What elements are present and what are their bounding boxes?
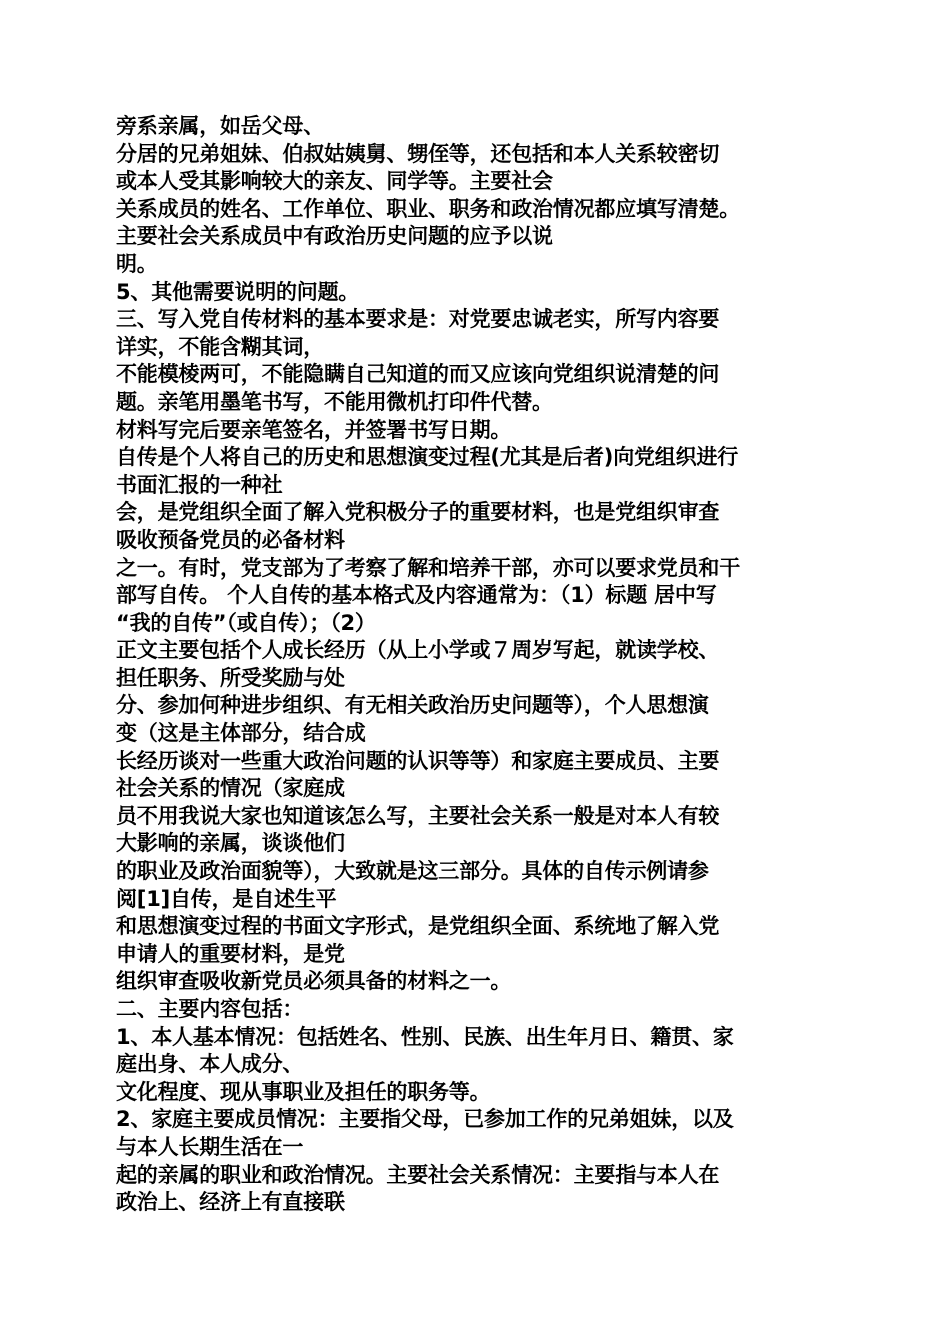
text-line: 材料写完后要亲笔签名，并签署书写日期。 [116,417,512,442]
text-line: 旁系亲属，如岳父母、 [116,114,324,138]
text-line: 或本人受其影响较大的亲友、同学等。主要社会 [116,169,553,194]
text-line: 自传是个人将自己的历史和思想演变过程(尤其是后者)向党组织进行 [116,445,738,470]
text-line: 之一。有时，党支部为了考察了解和培养干部，亦可以要求党员和干 [116,555,740,580]
text-line: 关系成员的姓名、工作单位、职业、职务和政治情况都应填写清楚。 [116,196,740,221]
text-line: 明。 [116,251,158,276]
text-line: 1、本人基本情况：包括姓名、性别、民族、出生年月日、籍贯、家 [116,1024,734,1049]
text-line: 和思想演变过程的书面文字形式，是党组织全面、系统地了解入党 [116,914,720,939]
text-line: 文化程度、现从事职业及担任的职务等。 [116,1079,491,1104]
text-line: 社会关系的情况（家庭成 [116,776,345,801]
text-line: 主要社会关系成员中有政治历史问题的应予以说 [116,224,553,249]
text-line: 分居的兄弟姐妹、伯叔姑姨舅、甥侄等，还包括和本人关系较密切 [116,141,720,166]
text-line: 申请人的重要材料，是党 [116,941,345,966]
text-line: “我的自传”（或自传）；（2） [116,610,376,635]
text-line: 庭出身、本人成分、 [116,1052,304,1077]
text-line: 起的亲属的职业和政治情况。主要社会关系情况：主要指与本人在 [116,1162,720,1187]
document-body [116,113,846,1217]
text-line: 担任职务、所受奖励与处 [116,665,345,690]
text-line: 部写自传。 个人自传的基本格式及内容通常为：（1）标题 居中写 [116,583,717,608]
text-line: 详实，不能含糊其词， [116,334,324,359]
text-line: 5、其他需要说明的问题。 [116,279,360,304]
text-line: 题。亲笔用墨笔书写，不能用微机打印件代替。 [116,389,553,414]
text-line: 长经历谈对一些重大政治问题的认识等等）和家庭主要成员、主要 [116,748,720,773]
text-line: 组织审查吸收新党员必须具备的材料之一。 [116,969,512,994]
text-line: 正文主要包括个人成长经历（从上小学或７周岁写起，就读学校、 [116,638,720,663]
text-line: 分、参加何种进步组织、有无相关政治历史问题等），个人思想演 [116,693,709,718]
text-line: 会，是党组织全面了解入党积极分子的重要材料，也是党组织审查 [116,500,720,525]
text-line: 二、主要内容包括： [116,997,304,1021]
text-line: 员不用我说大家也知道该怎么写，主要社会关系一般是对本人有较 [116,803,720,828]
text-line: 变（这是主体部分，结合成 [116,721,366,746]
text-line: 与本人长期生活在一 [116,1134,304,1159]
text-line: 大影响的亲属，谈谈他们 [116,831,345,856]
text-line: 吸收预备党员的必备材料 [116,527,345,552]
text-line: 政治上、经济上有直接联 [116,1190,345,1215]
text-line: 的职业及政治面貌等），大致就是这三部分。具体的自传示例请参 [116,859,709,884]
text-line: 三、写入党自传材料的基本要求是：对党要忠诚老实，所写内容要 [116,307,720,332]
text-line: 2、家庭主要成员情况：主要指父母，已参加工作的兄弟姐妹，以及 [116,1107,734,1132]
text-line: 不能模棱两可，不能隐瞒自己知道的而又应该向党组织说清楚的问 [116,362,720,387]
text-line: 阅[1]自传，是自述生平 [116,886,337,911]
text-line: 书面汇报的一种社 [116,472,283,497]
